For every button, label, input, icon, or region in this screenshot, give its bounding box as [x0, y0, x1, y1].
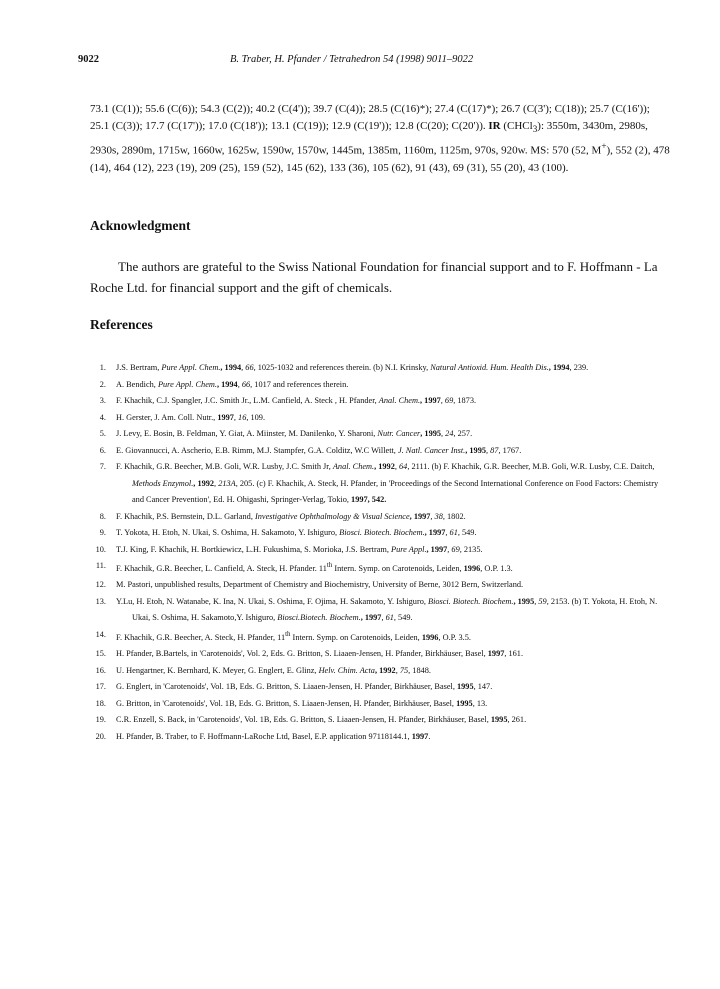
- reference-text: [116, 377, 670, 394]
- reference-number: 14.: [95, 629, 106, 639]
- reference-pages: .: [428, 731, 431, 741]
- acknowledgment-text: The authors are grateful to the Swiss National Foundation for financial support and to F. Hoffmann - La Roche Ltd. for financial support and the gift of chemicals.: [90, 259, 658, 295]
- reference-authors: M. Pastori, unpublished results, Department of Chemistry and Biochemistry, University of Berne, 3012 Bern, Switzerland.: [116, 580, 524, 590]
- reference-authors: H. Gerster, J. Am. Coll. Nutr.,: [116, 412, 218, 422]
- ir-label: IR: [488, 120, 501, 132]
- reference-authors: Y.Lu, H. Etoh, N. Watanabe, K. Ina, N. Ukai, S. Oshima, F. Ojima, H. Sakamoto, Y. Ishiguro,: [116, 596, 428, 606]
- reference-text: [116, 646, 670, 663]
- reference-year: , 1994: [216, 379, 238, 389]
- reference-journal: Pure Appl. Chem.: [157, 379, 217, 389]
- reference-authors: F. Khachik, P.S. Bernstein, D.L. Garland,: [116, 511, 255, 521]
- reference-text: [116, 443, 670, 460]
- reference-authors: T.J. King, F. Khachik, H. Bortkiewicz, L.H. Fukushima, S. Morioka, J.S. Bertram,: [116, 544, 392, 554]
- reference-year: , 1997: [426, 544, 448, 554]
- reference-year: 1996: [463, 563, 481, 573]
- reference-journal: Biosci.Biotech. Biochem.: [277, 613, 361, 623]
- reference-year: , 1995: [513, 596, 535, 606]
- reference-authors: F. Khachik, C.J. Spangler, J.C. Smith Jr., L.M. Canfield, A. Steck , H. Pfander,: [116, 396, 379, 405]
- reference-item: [90, 525, 670, 542]
- reference-year: , 1997: [409, 511, 431, 521]
- ir-solvent-subscript: 3: [532, 124, 538, 135]
- reference-year: , 1992: [193, 478, 215, 488]
- reference-item: [90, 558, 670, 577]
- reference-journal: Investigative Ophthalmology & Visual Science: [254, 511, 410, 521]
- reference-authors: F. Khachik, G.R. Beecher, L. Canfield, A. Steck, H. Pfander. 11: [116, 563, 327, 573]
- reference-pages: , 1025-1032 and references therein. (b) N.I. Krinsky,: [253, 363, 431, 372]
- running-head: [78, 54, 680, 70]
- reference-volume: , 61: [445, 528, 458, 537]
- reference-number: 17.: [95, 682, 106, 692]
- ms-data: ), 552 (2), 478 (14), 464 (12), 223 (19), 209 (25), 159 (52), 145 (62), 133 (36), 105 (62), 91 (43), 69 (31), 55 (20), 43 (100).: [90, 144, 670, 174]
- reference-text: [116, 679, 670, 696]
- reference-journal: Anal. Chem.: [332, 462, 375, 471]
- reference-item: [90, 679, 670, 696]
- reference-pages: , 239.: [569, 363, 589, 372]
- reference-number: 10.: [95, 544, 106, 554]
- reference-number: 1.: [99, 363, 106, 372]
- reference-text: [116, 594, 670, 627]
- reference-text: [116, 558, 670, 577]
- nmr-data: 73.1 (C(1)); 55.6 (C(6)); 54.3 (C(2)); 40.2 (C(4')); 39.7 (C(4)); 28.5 (C(16)*); 27.4 (C(17)*); 26.7 (C(3'); C(18)); 25.7 (C(16')); 25.1 (C(3)); 17.7 (C(17')); 17.0 (C(18')); 13.1 (C(19)); 12.9 (C(19')); 12.8 (C(20); C(20')).: [90, 103, 650, 132]
- reference-text: [116, 410, 670, 427]
- reference-volume: , 213A: [214, 478, 236, 488]
- reference-year: , 1997: [360, 613, 382, 623]
- reference-year: , 1995: [465, 445, 486, 455]
- reference-year: , 1995: [420, 429, 442, 438]
- reference-item: [90, 509, 670, 526]
- reference-item: [90, 426, 670, 443]
- reference-item: [90, 729, 670, 746]
- reference-authors-cont: Intern. Symp. on Carotenoids, Leiden,: [332, 563, 464, 573]
- reference-year: 1997: [217, 412, 234, 422]
- reference-volume: , 64: [394, 462, 408, 471]
- reference-volume: , 66: [241, 363, 254, 372]
- reference-authors: C.R. Enzell, S. Back, in 'Carotenoids', Vol. 1B, Eds. G. Britton, S. Liaaen-Jensen, H. Pfander, Birkhäuser, Basel,: [116, 715, 491, 725]
- acknowledgment-heading: Acknowledgment: [90, 218, 191, 233]
- reference-journal: Nutr. Cancer: [377, 429, 421, 438]
- reference-item: [90, 627, 670, 646]
- reference-authors: U. Hengartner, K. Bernhard, K. Meyer, G. Englert, E. Glinz,: [116, 665, 319, 675]
- reference-item: [90, 393, 670, 410]
- reference-authors: G. Englert, in 'Carotenoids', Vol. 1B, Eds. G. Britton, S. Liaaen-Jensen, H. Pfander, Birkhäuser, Basel,: [116, 682, 457, 692]
- reference-authors: E. Giovannucci, A. Ascherio, E.B. Rimm, M.J. Stampfer, G.A. Colditz, W.C Willett,: [116, 445, 398, 455]
- references-heading: References: [90, 317, 153, 332]
- reference-item: [90, 542, 670, 559]
- reference-journal: J. Natl. Cancer Inst.: [397, 445, 466, 455]
- reference-pages: , O.P. 3.5.: [438, 632, 471, 642]
- reference-number: 8.: [99, 511, 106, 521]
- reference-pages: , 1848.: [408, 665, 431, 675]
- reference-number: 2.: [99, 379, 106, 389]
- reference-pages: , 549.: [457, 528, 477, 537]
- reference-volume: , 66: [237, 379, 251, 389]
- reference-superscript: th: [326, 562, 333, 569]
- reference-pages: , 147.: [473, 682, 493, 692]
- reference-number: 3.: [99, 396, 106, 405]
- reference-number: 12.: [95, 580, 106, 590]
- reference-text: [116, 509, 670, 526]
- reference-number: 5.: [99, 429, 106, 438]
- reference-year: 1995: [457, 682, 474, 692]
- reference-year: 1995: [456, 698, 473, 708]
- reference-text: [116, 627, 670, 646]
- reference-pages: , 549.: [393, 613, 413, 623]
- reference-authors: H. Pfander, B.Bartels, in 'Carotenoids', Vol. 2, Eds. G. Britton, S. Liaaen-Jensen, H. Pfander, Birkhäuser, Basel,: [116, 649, 488, 659]
- reference-year: , 1992: [374, 665, 396, 675]
- reference-pages: , 261.: [507, 715, 527, 725]
- reference-pages: , 161.: [504, 649, 524, 659]
- reference-pages: , 205. (c) F. Khachik, A. Steck, H. Pfander, in 'Proceedings of the Second International Conference on Food Factors: Chemistry and Cancer Prevention', Ed. H. Ohigashi, Springer-Verlag, Tokio,: [132, 478, 659, 504]
- reference-item: [90, 377, 670, 394]
- reference-authors: J. Levy, E. Bosin, B. Feldman, Y. Giat, A. Miinster, M. Danilenko, Y. Sharoni,: [116, 429, 378, 438]
- reference-volume: , 24: [441, 429, 454, 438]
- reference-item: [90, 443, 670, 460]
- reference-pages: , 1017 and references therein.: [250, 379, 349, 389]
- reference-pages: , 1767.: [498, 445, 522, 455]
- reference-pages: , 109.: [246, 412, 266, 422]
- reference-journal: Methods Enzymol.: [132, 478, 194, 488]
- reference-number: 9.: [99, 528, 106, 537]
- reference-number: 20.: [95, 731, 106, 741]
- reference-number: 6.: [99, 445, 106, 455]
- reference-pages: , 2135.: [459, 544, 483, 554]
- reference-journal: Helv. Chim. Acta: [318, 665, 375, 675]
- reference-authors: F. Khachik, G.R. Beecher, M.B. Goli, W.R. Lusby, J.C. Smith Jr,: [116, 462, 333, 471]
- reference-pages: , 2111. (b) F. Khachik, G.R. Beecher, M.B. Goli, W.R. Lusby, C.E. Daitch,: [407, 462, 655, 471]
- reference-pages: , 13.: [472, 698, 488, 708]
- reference-volume: , 59: [534, 596, 547, 606]
- reference-year: 1996: [421, 632, 439, 642]
- reference-number: 18.: [95, 698, 106, 708]
- reference-year: , 1997: [420, 396, 441, 405]
- spectral-data-paragraph: [90, 101, 670, 177]
- reference-text: [116, 577, 670, 594]
- reference-authors: H. Pfander, B. Traber, to F. Hoffmann-LaRoche Ltd, Basel, E.P. application 97118144.1,: [116, 731, 412, 741]
- reference-year: 1995: [490, 715, 508, 725]
- ir-solvent: (CHCl: [500, 120, 533, 132]
- reference-authors: J.S. Bertram,: [116, 363, 162, 372]
- reference-list: [90, 360, 670, 745]
- reference-item: [90, 594, 670, 627]
- reference-pages: , 2153. (b) T. Yokota, H. Etoh, N. Ukai, S. Oshima, H. Sakamoto,Y. Ishiguro,: [132, 596, 658, 623]
- reference-volume: , 61: [381, 613, 394, 623]
- reference-journal: Biosci. Biotech. Biochem.: [428, 596, 514, 606]
- reference-volume: , 16: [233, 412, 247, 422]
- reference-pages: , 257.: [453, 429, 473, 438]
- reference-volume: , 75: [395, 665, 409, 675]
- reference-authors: A. Bendich,: [116, 379, 158, 389]
- reference-text: [116, 525, 670, 542]
- reference-text: [116, 542, 670, 559]
- reference-text: [116, 360, 670, 377]
- page-number: 9022: [78, 54, 99, 65]
- reference-item: [90, 459, 670, 509]
- reference-superscript: th: [285, 630, 291, 638]
- reference-journal: Natural Antioxid. Hum. Health Dis.: [430, 363, 549, 372]
- reference-journal: Biosci. Biotech. Biochem.: [339, 528, 425, 537]
- reference-item: [90, 663, 670, 680]
- reference-year: 1997, 542.: [351, 495, 387, 504]
- reference-authors: T. Yokota, H. Etoh, N. Ukai, S. Oshima, H. Sakamoto, Y. Ishiguro,: [116, 528, 340, 537]
- ms-superscript: +: [601, 141, 607, 152]
- reference-volume: , 69: [440, 396, 454, 405]
- reference-item: [90, 577, 670, 594]
- reference-text: [116, 393, 670, 410]
- journal-citation: B. Traber, H. Pfander / Tetrahedron 54 (1998) 9011–9022: [230, 54, 474, 65]
- reference-authors-cont: Intern. Symp. on Carotenoids, Leiden,: [290, 632, 422, 642]
- reference-item: [90, 360, 670, 377]
- reference-text: [116, 712, 670, 729]
- reference-item: [90, 646, 670, 663]
- reference-volume: , 69: [447, 544, 460, 554]
- reference-number: 13.: [95, 596, 106, 606]
- reference-number: 7.: [99, 462, 106, 471]
- reference-number: 4.: [99, 412, 106, 422]
- reference-number: 15.: [95, 649, 106, 659]
- reference-number: 11.: [95, 561, 106, 570]
- reference-authors: G. Britton, in 'Carotenoids', Vol. 1B, Eds. G. Britton, S. Liaaen-Jensen, H. Pfander, Birkhäuser, Basel,: [116, 698, 457, 708]
- reference-journal: Pure Appl. Chem.: [161, 363, 221, 372]
- reference-number: 16.: [95, 665, 106, 675]
- reference-year: 1997: [487, 649, 505, 659]
- reference-year: 1997: [411, 731, 429, 741]
- reference-authors: F. Khachik, G.R. Beecher, A. Steck, H. Pfander, 11: [116, 632, 286, 642]
- ir-ms-data: ): 3550m, 3430m, 2980s, 2930s, 2890m, 1715w, 1660w, 1625w, 1590w, 1570w, 1445m, 1385m, 1160m, 1125m, 970s, 920w. MS: 570 (52, M: [90, 120, 648, 157]
- reference-item: [90, 696, 670, 713]
- reference-year: , 1997: [424, 528, 446, 537]
- reference-volume: , 38: [430, 511, 443, 521]
- reference-volume: , 87: [486, 445, 499, 455]
- reference-year: , 1994: [548, 363, 570, 372]
- reference-pages: , O.P. 1.3.: [480, 563, 513, 573]
- reference-text: [116, 696, 670, 713]
- reference-pages: , 1802.: [442, 511, 466, 521]
- reference-text: [116, 729, 670, 746]
- reference-journal: Pure Appl.: [391, 544, 427, 554]
- reference-text: [116, 426, 670, 443]
- reference-year: , 1992: [374, 462, 395, 471]
- reference-pages: , 1873.: [453, 396, 477, 405]
- reference-journal: Anal. Chem.: [378, 396, 421, 405]
- reference-text: [116, 459, 670, 509]
- reference-number: 19.: [95, 715, 106, 725]
- reference-year: , 1994: [220, 363, 242, 372]
- reference-item: [90, 410, 670, 427]
- reference-item: [90, 712, 670, 729]
- reference-text: [116, 663, 670, 680]
